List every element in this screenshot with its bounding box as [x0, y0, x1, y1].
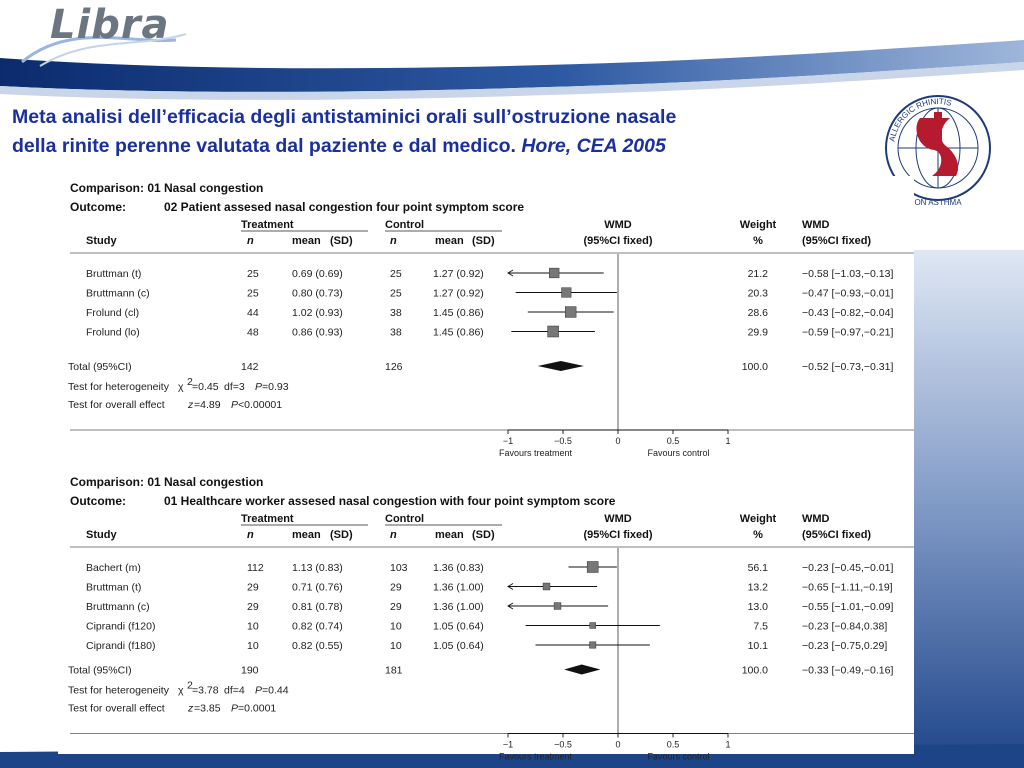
treatment-mean-sd: 1.02 (0.93): [292, 307, 343, 319]
study-point-estimate: [587, 562, 598, 573]
overall-p-label: P: [231, 399, 239, 411]
control-n: 29: [390, 581, 402, 594]
study-name: Bruttman (t): [86, 268, 142, 280]
treatment-header: Treatment: [241, 513, 294, 525]
control-header: Control: [385, 219, 425, 231]
total-control-n: 181: [385, 664, 403, 677]
wmd-ci-column-header: (95%CI fixed): [802, 529, 872, 541]
outcome-label: Outcome:: [70, 200, 127, 214]
overall-effect-label: Test for overall effect: [68, 399, 165, 411]
study-name: Bruttmann (c): [86, 287, 150, 300]
overall-p-value: <0.00001: [238, 399, 283, 411]
study-column-header: Study: [86, 529, 117, 541]
total-weight: 100.0: [741, 361, 768, 373]
total-control-n: 126: [385, 361, 403, 373]
wmd-plot-header: WMD: [604, 513, 632, 525]
study-point-estimate: [590, 623, 596, 629]
chi-square-symbol: χ: [178, 381, 184, 393]
study-point-estimate: [565, 307, 576, 318]
overall-z-label: z: [188, 399, 194, 411]
total-label: Total (95%CI): [68, 664, 132, 677]
chi-square-value: =0.45: [192, 381, 219, 393]
overall-z-value: =3.85: [194, 702, 221, 715]
treatment-n: 29: [247, 581, 259, 594]
study-weight: 29.9: [747, 326, 768, 339]
control-n: 103: [390, 562, 408, 574]
x-axis-tick-label: 0: [615, 436, 621, 446]
x-axis-label-right: Favours control: [647, 751, 710, 762]
control-mean-sd: 1.27 (0.92): [433, 287, 484, 300]
seal-text-bottom: ON ASTHMA: [914, 198, 962, 207]
heterogeneity-p-label: P: [255, 381, 263, 393]
overall-z-label: z: [188, 702, 194, 715]
control-mean-sd: 1.05 (0.64): [433, 620, 484, 633]
heterogeneity-label: Test for heterogeneity: [68, 684, 169, 697]
study-name: Frolund (lo): [86, 326, 140, 339]
control-n: 38: [390, 307, 402, 319]
study-point-estimate: [562, 288, 572, 298]
control-sd-header: (SD): [472, 529, 495, 541]
treatment-mean-sd: 0.86 (0.93): [292, 326, 343, 339]
treatment-n-header: n: [247, 529, 254, 541]
treatment-n: 29: [247, 601, 259, 613]
title-line-1: Meta analisi dell’efficacia degli antistaminici orali sull’ostruzione nasale: [12, 106, 677, 128]
outcome-text: 02 Patient assesed nasal congestion four point symptom score: [164, 200, 525, 214]
study-wmd: −0.47 [−0.93,−0.01]: [802, 287, 894, 300]
chi-square-value: =3.78: [192, 684, 219, 697]
x-axis-tick-label: 1: [725, 739, 731, 750]
treatment-n: 10: [247, 620, 259, 633]
study-point-estimate: [549, 268, 559, 278]
study-weight: 13.2: [747, 581, 768, 594]
heterogeneity-p-value: =0.44: [262, 684, 289, 697]
control-mean-sd: 1.36 (1.00): [433, 601, 484, 613]
x-axis-label-right: Favours control: [647, 448, 710, 458]
heterogeneity-df: df=4: [224, 684, 245, 697]
study-column-header: Study: [86, 235, 117, 247]
study-name: Frolund (cl): [86, 307, 140, 319]
total-wmd: −0.52 [−0.73,−0.31]: [802, 361, 894, 373]
study-point-estimate: [543, 583, 550, 590]
title-line-2: [12, 132, 892, 161]
x-axis-tick-label: −0.5: [554, 739, 572, 750]
x-axis-tick-label: −1: [502, 739, 514, 750]
study-wmd: −0.23 [−0.75,0.29]: [802, 640, 888, 652]
study-weight: 28.6: [747, 307, 768, 319]
treatment-n-header: n: [247, 235, 254, 247]
study-wmd: −0.43 [−0.82,−0.04]: [802, 307, 894, 319]
wmd-ci-column-header: (95%CI fixed): [802, 235, 872, 247]
x-axis-tick-label: 0: [615, 739, 621, 750]
study-name: Ciprandi (f120): [86, 620, 156, 633]
treatment-mean-sd: 0.69 (0.69): [292, 268, 343, 280]
study-wmd: −0.65 [−1.11,−0.19]: [802, 581, 893, 594]
study-wmd: −0.59 [−0.97,−0.21]: [802, 326, 894, 339]
title-line-2-text: della rinite perenne valutata dal paziente e dal medico.: [12, 135, 516, 157]
treatment-n: 44: [247, 307, 259, 319]
total-diamond: [564, 665, 600, 675]
treatment-n: 112: [247, 562, 264, 574]
forest-plot-svg-healthcare-worker: [58, 470, 914, 762]
treatment-mean-header: mean: [292, 529, 321, 541]
study-name: Bachert (m): [86, 562, 141, 574]
treatment-n: 25: [247, 287, 259, 300]
control-header: Control: [385, 513, 425, 525]
forest-plot-patient: [58, 176, 914, 459]
study-point-estimate: [590, 642, 596, 648]
title-citation: Hore, CEA 2005: [521, 135, 666, 157]
wmd-plot-ci-header: (95%CI fixed): [583, 529, 653, 541]
control-mean-sd: 1.05 (0.64): [433, 640, 484, 652]
chi-square-symbol: χ: [178, 684, 184, 697]
x-axis-tick-label: −0.5: [554, 436, 572, 446]
control-mean-sd: 1.36 (1.00): [433, 581, 484, 594]
libra-logo: Libra: [50, 2, 170, 48]
control-n: 10: [390, 620, 402, 633]
control-mean-header: mean: [435, 235, 464, 247]
chi-square-exponent: 2: [187, 376, 193, 388]
weight-header: Weight: [739, 219, 777, 231]
study-wmd: −0.23 [−0.45,−0.01]: [802, 562, 894, 574]
weight-unit-header: %: [753, 529, 763, 541]
treatment-header: Treatment: [241, 219, 294, 231]
weight-header: Weight: [739, 513, 777, 525]
total-label: Total (95%CI): [68, 361, 132, 373]
study-weight: 20.3: [747, 287, 768, 300]
x-axis-tick-label: 0.5: [666, 739, 680, 750]
treatment-sd-header: (SD): [330, 235, 353, 247]
control-n: 29: [390, 601, 402, 613]
control-n-header: n: [390, 529, 397, 541]
treatment-mean-sd: 0.80 (0.73): [292, 287, 343, 300]
study-wmd: −0.58 [−1.03,−0.13]: [802, 268, 894, 280]
total-wmd: −0.33 [−0.49,−0.16]: [802, 664, 894, 677]
treatment-n: 48: [247, 326, 259, 339]
x-axis-tick-label: 1: [725, 436, 731, 446]
forest-plot-healthcare-worker: [58, 470, 914, 762]
wmd-plot-ci-header: (95%CI fixed): [583, 235, 653, 247]
total-treatment-n: 142: [241, 361, 259, 373]
control-n: 25: [390, 268, 402, 280]
comparison-label: Comparison: 01 Nasal congestion: [70, 181, 264, 195]
study-point-estimate: [548, 326, 559, 337]
control-n-header: n: [390, 235, 397, 247]
treatment-mean-sd: 0.82 (0.74): [292, 620, 343, 633]
control-sd-header: (SD): [472, 235, 495, 247]
control-n: 10: [390, 640, 402, 652]
treatment-mean-header: mean: [292, 235, 321, 247]
total-treatment-n: 190: [241, 664, 259, 677]
chi-square-exponent: 2: [187, 679, 193, 692]
x-axis-label-left: Favours treatment: [498, 751, 573, 762]
treatment-mean-sd: 0.82 (0.55): [292, 640, 343, 652]
seal-text-top: ALLERGIC RHINITIS: [887, 96, 953, 143]
x-axis-label-left: Favours treatment: [498, 448, 573, 458]
wmd-column-header: WMD: [802, 513, 830, 525]
heterogeneity-label: Test for heterogeneity: [68, 381, 169, 393]
weight-unit-header: %: [753, 235, 763, 247]
study-wmd: −0.23 [−0.84,0.38]: [802, 620, 888, 633]
outcome-text: 01 Healthcare worker assesed nasal congestion with four point symptom score: [164, 494, 616, 508]
wmd-column-header: WMD: [802, 219, 830, 231]
overall-z-value: =4.89: [194, 399, 221, 411]
total-diamond: [538, 361, 584, 371]
treatment-mean-sd: 0.71 (0.76): [292, 581, 343, 594]
heterogeneity-p-label: P: [255, 684, 263, 697]
control-mean-header: mean: [435, 529, 464, 541]
study-name: Bruttmann (c): [86, 601, 150, 613]
overall-p-value: =0.0001: [238, 702, 277, 715]
forest-plot-svg-patient: [58, 176, 914, 459]
control-mean-sd: 1.36 (0.83): [433, 562, 484, 574]
study-weight: 13.0: [747, 601, 768, 613]
study-name: Bruttman (t): [86, 581, 142, 594]
study-weight: 56.1: [747, 562, 768, 574]
treatment-n: 10: [247, 640, 259, 652]
comparison-label: Comparison: 01 Nasal congestion: [70, 475, 264, 489]
control-mean-sd: 1.45 (0.86): [433, 326, 484, 339]
study-weight: 10.1: [747, 640, 768, 652]
study-weight: 21.2: [747, 268, 768, 280]
control-mean-sd: 1.27 (0.92): [433, 268, 484, 280]
treatment-mean-sd: 1.13 (0.83): [292, 562, 343, 574]
overall-p-label: P: [231, 702, 239, 715]
study-point-estimate: [554, 603, 561, 610]
control-n: 38: [390, 326, 402, 339]
study-weight: 7.5: [753, 620, 768, 633]
x-axis-tick-label: 0.5: [666, 436, 680, 446]
study-wmd: −0.55 [−1.01,−0.09]: [802, 601, 894, 613]
wmd-plot-header: WMD: [604, 219, 632, 231]
slide-title: [12, 103, 892, 161]
control-n: 25: [390, 287, 402, 300]
treatment-n: 25: [247, 268, 259, 280]
x-axis-tick-label: −1: [502, 436, 514, 446]
control-mean-sd: 1.45 (0.86): [433, 307, 484, 319]
outcome-label: Outcome:: [70, 494, 127, 508]
side-band: [914, 250, 1024, 768]
treatment-sd-header: (SD): [330, 529, 353, 541]
study-name: Ciprandi (f180): [86, 640, 156, 652]
heterogeneity-p-value: =0.93: [262, 381, 289, 393]
heterogeneity-df: df=3: [224, 381, 245, 393]
treatment-mean-sd: 0.81 (0.78): [292, 601, 343, 613]
total-weight: 100.0: [741, 664, 768, 677]
overall-effect-label: Test for overall effect: [68, 702, 165, 715]
